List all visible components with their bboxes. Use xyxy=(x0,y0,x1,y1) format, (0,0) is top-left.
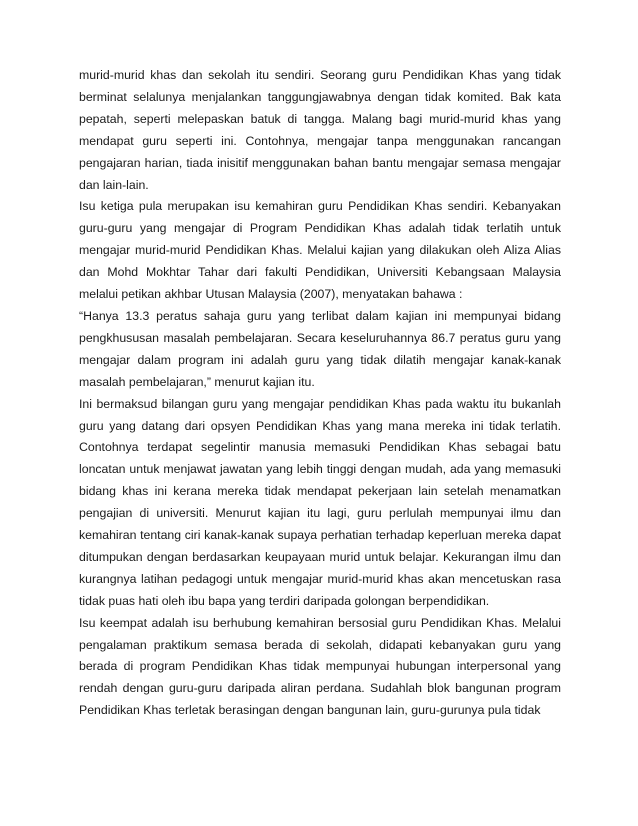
paragraph-untrained-teachers: Ini bermaksud bilangan guru yang mengajar pendidikan Khas pada waktu itu bukanlah guru yang datang dari opsyen Pendidikan Khas yang mana mereka ini tidak terlatih. Contohnya terdapat segelintir manusia memasuki Pendidikan Khas sebagai batu loncatan untuk menjawat jawatan yang lebih tinggi dengan mudah, ada yang memasuki bidang khas ini kerana mereka tidak mendapat pekerjaan lain setelah menamatkan pengajian di universiti. Menurut kajian itu lagi, guru perlulah mempunyai ilmu dan kemahiran tentang ciri kanak-kanak supaya perhatian terhadap keperluan mereka dapat ditumpukan dengan berdasarkan keupayaan murid untuk belajar. Kekurangan ilmu dan kurangnya latihan pedagogi untuk mengajar murid-murid khas akan mencetuskan rasa tidak puas hati oleh ibu bapa yang terdiri daripada golongan berpendidikan. xyxy=(79,396,561,608)
paragraph-teacher-commitment: murid-murid khas dan sekolah itu sendiri. Seorang guru Pendidikan Khas yang tidak berminat selalunya menjalankan tanggungjawabnya dengan tidak komited. Bak kata pepatah, seperti melepaskan batuk di tangga. Malang bagi murid-murid khas yang mendapat guru seperti ini. Contohnya, mengajar tanpa menggunakan rancangan pengajaran harian, tiada inisitif menggunakan bahan bantu mengajar semasa mengajar dan lain-lain. xyxy=(79,68,561,192)
paragraph-teacher-skill-issue: Isu ketiga pula merupakan isu kemahiran guru Pendidikan Khas sendiri. Kebanyakan guru-guru yang mengajar di Program Pendidikan Khas adalah tidak terlatih untuk mengajar murid-murid Pendidikan Khas. Melalui kajian yang dilakukan oleh Aliza Alias dan Mohd Mokhtar Tahar dari fakulti Pendidikan, Universiti Kebangsaan Malaysia melalui petikan akhbar Utusan Malaysia (2007), menyatakan bahawa : xyxy=(79,199,561,302)
document-page xyxy=(79,65,561,722)
paragraph-social-skill-issue: Isu keempat adalah isu berhubung kemahiran bersosial guru Pendidikan Khas. Melalui pengalaman praktikum semasa berada di sekolah, didapati kebanyakan guru yang berada di program Pendidikan Khas tidak mempunyai hubungan interpersonal yang rendah dengan guru-guru daripada aliran perdana. Sudahlah blok bangunan program Pendidikan Khas terletak berasingan dengan bangunan lain, guru-gurunya pula tidak xyxy=(79,615,561,718)
paragraph-study-quote: “Hanya 13.3 peratus sahaja guru yang terlibat dalam kajian ini mempunyai bidang pengkhususan masalah pembelajaran. Secara keseluruhannya 86.7 peratus guru yang mengajar dalam program ini adalah guru yang tidak dilatih mengajar kanak-kanak masalah pembelajaran,” menurut kajian itu. xyxy=(79,308,561,389)
